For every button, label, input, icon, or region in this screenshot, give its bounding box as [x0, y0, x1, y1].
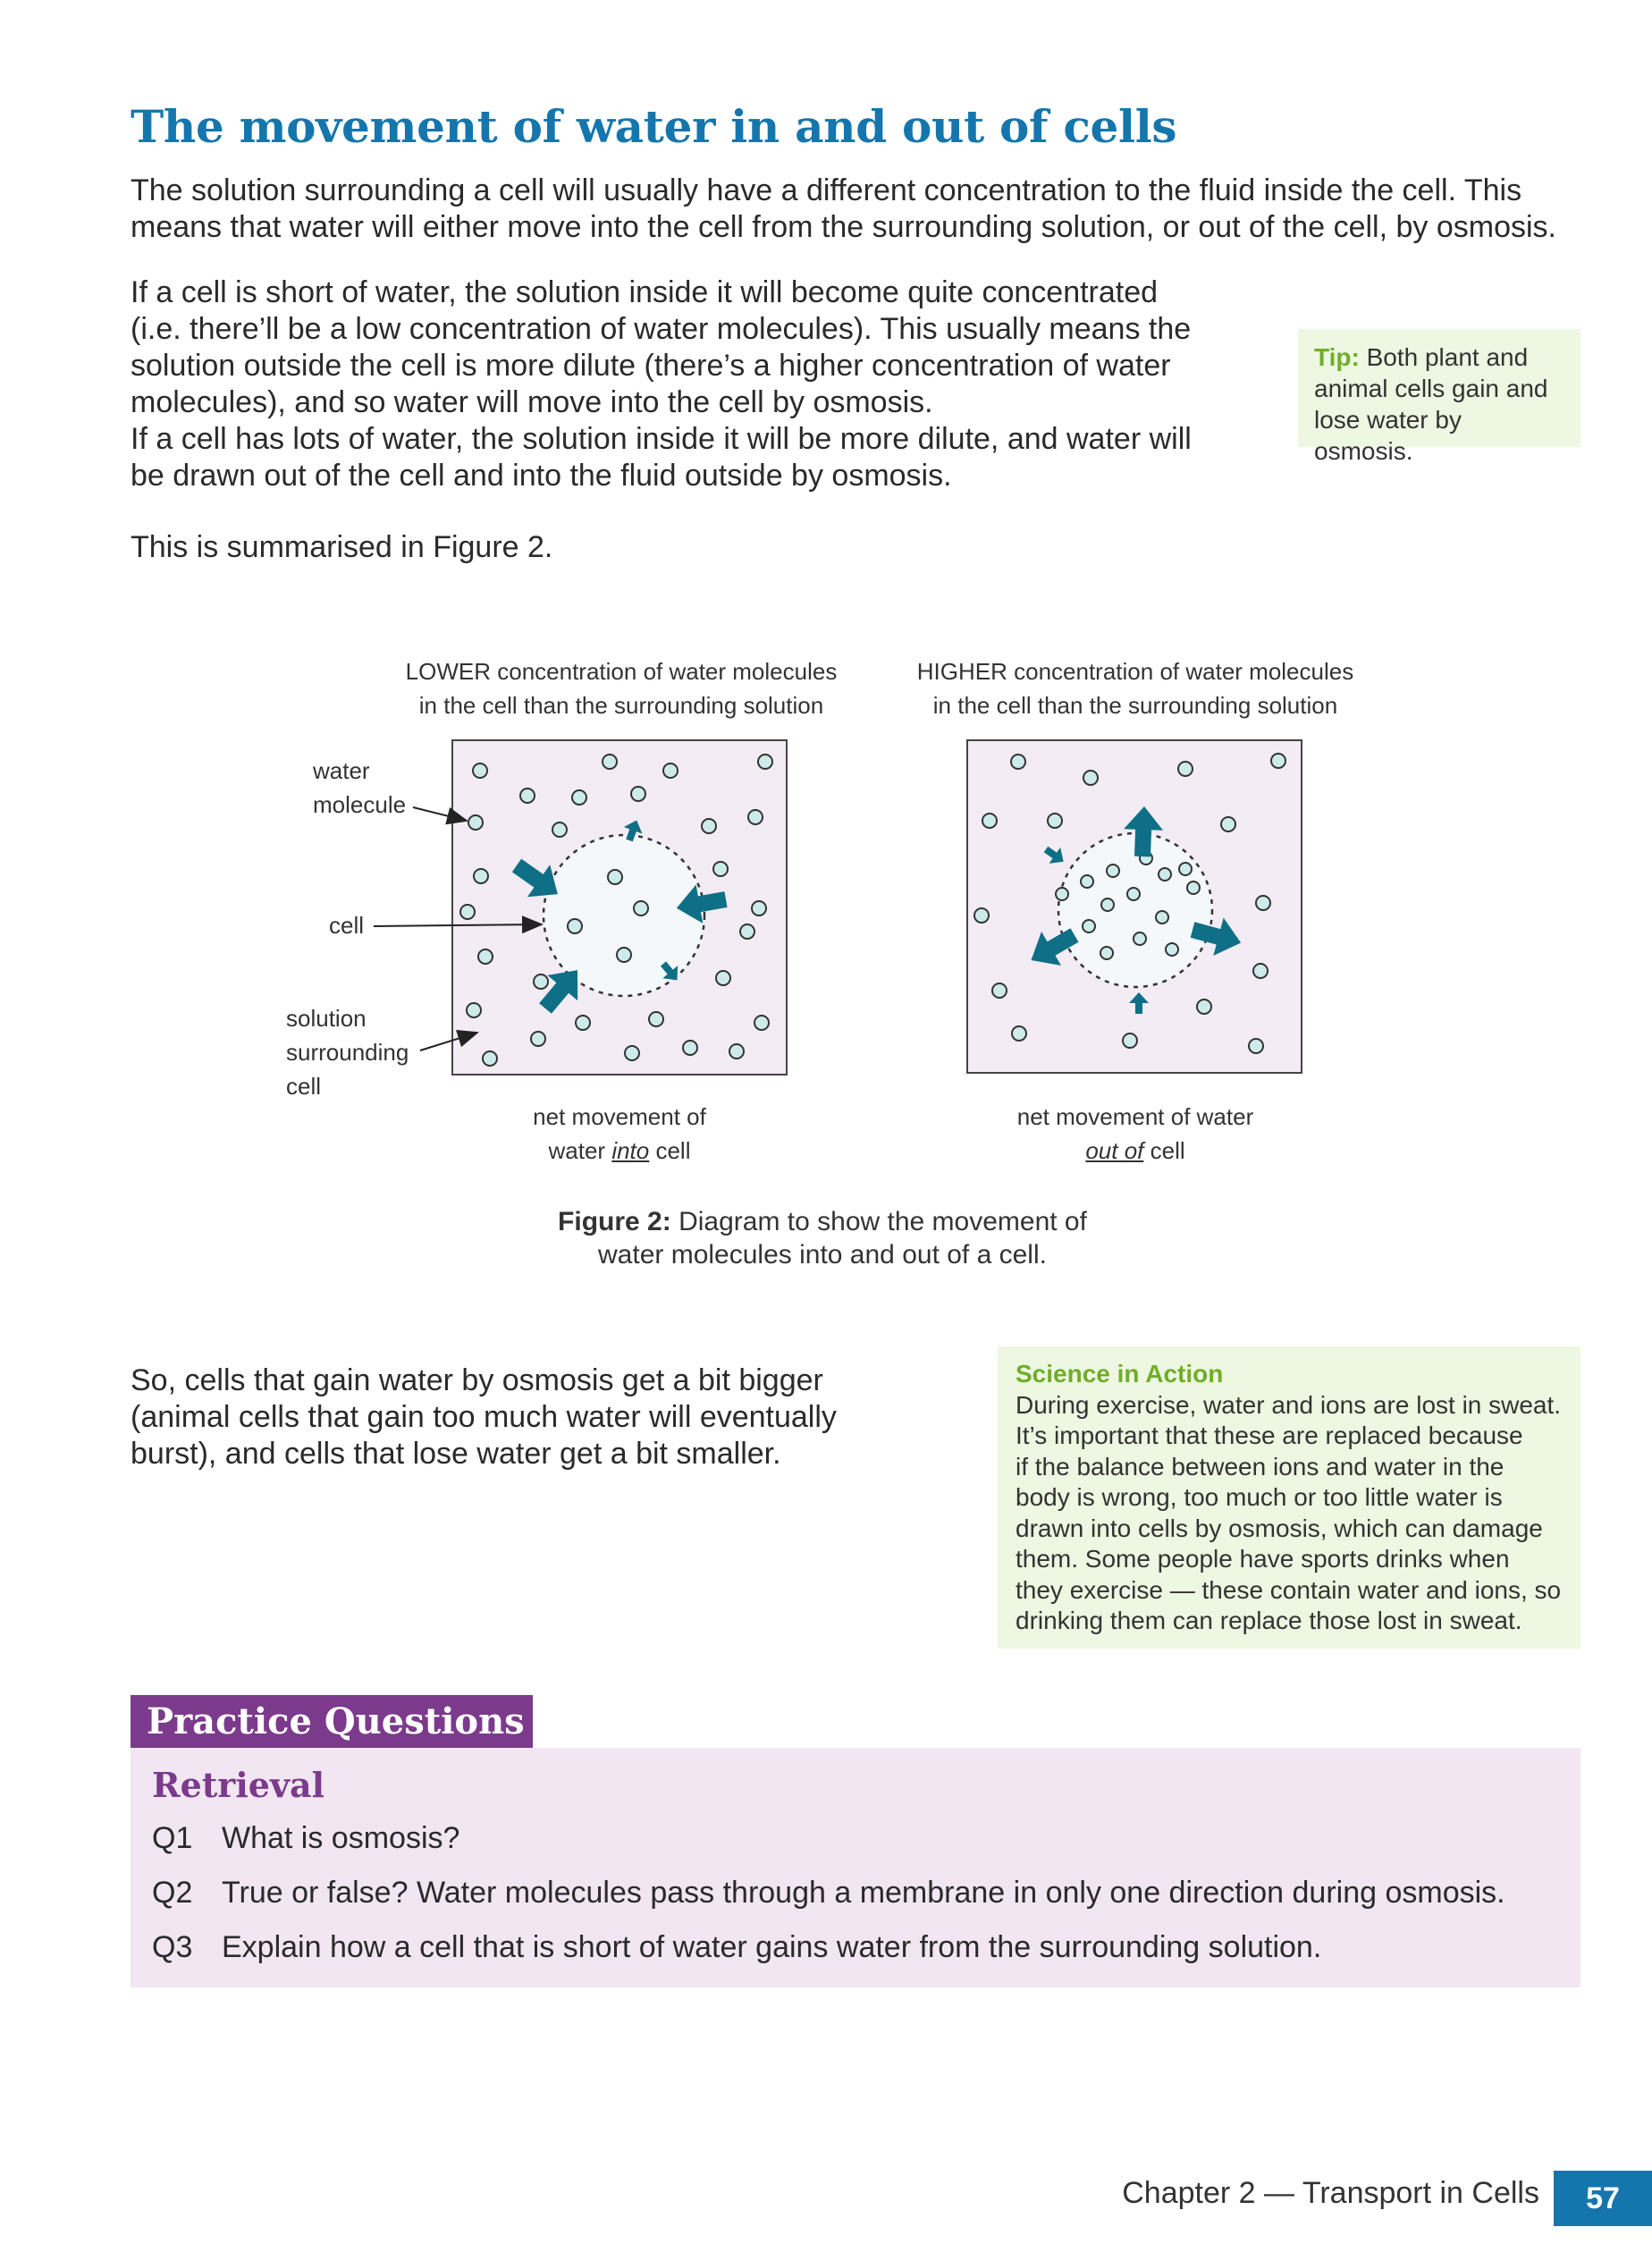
left-caption-pre: water	[548, 1137, 612, 1164]
label-molecule: molecule	[313, 791, 407, 818]
left-caption-line-1: net movement of	[533, 1103, 706, 1130]
left-heading-line-2: in the cell than the surrounding solution	[418, 692, 824, 719]
figure-caption	[501, 1205, 1144, 1271]
question-3	[152, 1930, 1321, 1965]
sia-line-5: drawn into cells by osmosis, which can damage	[1016, 1514, 1543, 1542]
question-2-number: Q2	[152, 1876, 193, 1910]
sia-line-3: if the balance between ions and water in the	[1016, 1452, 1504, 1481]
tip-line-2: animal cells gain and	[1314, 375, 1548, 402]
label-solution-2: surrounding	[286, 1039, 409, 1066]
figure-caption-label: Figure 2:	[558, 1207, 671, 1236]
retrieval-heading: Retrieval	[152, 1765, 325, 1805]
question-1-number: Q1	[152, 1821, 193, 1855]
question-2	[152, 1876, 1505, 1911]
right-caption-post: cell	[1143, 1137, 1185, 1164]
para2-line-1: If a cell is short of water, the solution inside it will become quite concentrated	[131, 275, 1159, 309]
right-caption-line-1: net movement of water	[1016, 1103, 1254, 1130]
tip-line-1: Both plant and	[1366, 343, 1529, 371]
intro-line-1: The solution surrounding a cell will usually have a different concentration to the fluid inside the cell. This	[131, 173, 1522, 207]
question-1-text: What is osmosis?	[222, 1821, 460, 1855]
para2-line-2: (i.e. there’ll be a low concentration of water molecules). This usually means the	[131, 312, 1192, 346]
para2-line-5: If a cell has lots of water, the solution inside it will be more dilute, and water will	[131, 422, 1192, 456]
footer-chapter: Chapter 2 — Transport in Cells	[1122, 2176, 1539, 2210]
right-caption-em: out of	[1085, 1137, 1144, 1164]
sia-line-2: It’s important that these are replaced because	[1016, 1421, 1523, 1449]
question-3-text: Explain how a cell that is short of water gains water from the surrounding solution.	[222, 1930, 1322, 1964]
label-solution-3: cell	[286, 1073, 322, 1100]
label-cell: cell	[329, 912, 365, 939]
left-caption-em: into	[611, 1137, 650, 1164]
tip-line-3: lose water by osmosis.	[1314, 406, 1462, 465]
intro-line-2: means that water will either move into the cell from the surrounding solution, or out of the cell, by osmosis.	[131, 210, 1556, 244]
para4-line-2: (animal cells that gain too much water will eventually	[131, 1400, 837, 1434]
para2-line-4: molecules), and so water will move into the cell by osmosis.	[131, 385, 933, 419]
sia-line-1: During exercise, water and ions are lost in sweat.	[1016, 1390, 1562, 1419]
figure-caption-line-2: water molecules into and out of a cell.	[598, 1240, 1047, 1270]
para2-line-3: solution outside the cell is more dilute (there’s a higher concentration of water	[131, 349, 1171, 383]
page-number: 57	[1554, 2171, 1652, 2226]
left-caption-post: cell	[649, 1137, 691, 1164]
sia-line-6: them. Some people have sports drinks when	[1016, 1545, 1510, 1573]
left-caption	[494, 1100, 745, 1168]
question-3-number: Q3	[152, 1930, 193, 1964]
right-heading-line-2: in the cell than the surrounding solution	[932, 692, 1338, 719]
sia-line-4: body is wrong, too much or too little water is	[1016, 1483, 1503, 1511]
figure-caption-line-1: Diagram to show the movement of	[678, 1207, 1087, 1236]
science-in-action-box	[998, 1346, 1580, 1649]
para4-line-3: burst), and cells that lose water get a bit smaller.	[131, 1437, 781, 1471]
science-in-action-heading: Science in Action	[1016, 1360, 1224, 1388]
para4-line-1: So, cells that gain water by osmosis get a bit bigger	[131, 1363, 823, 1397]
page-title: The movement of water in and out of cells	[131, 100, 1177, 153]
question-1	[152, 1821, 459, 1856]
right-heading-line-1: HIGHER concentration of water molecules	[916, 658, 1354, 685]
para3: This is summarised in Figure 2.	[131, 530, 553, 564]
tip-label: Tip:	[1314, 343, 1360, 371]
practice-questions-tab: Practice Questions	[131, 1695, 533, 1748]
label-solution-1: solution	[286, 1005, 367, 1032]
left-heading-line-1: LOWER concentration of water molecules	[405, 658, 838, 685]
right-cell	[1058, 833, 1212, 987]
sia-line-8: drinking them can replace those lost in sweat.	[1016, 1607, 1522, 1634]
right-caption	[992, 1100, 1278, 1168]
question-2-text: True or false? Water molecules pass through a membrane in only one direction during osmosis.	[222, 1876, 1505, 1910]
label-water: water	[313, 757, 370, 784]
sia-line-7: they exercise — these contain water and ions, so	[1016, 1575, 1562, 1604]
para2-line-6: be drawn out of the cell and into the fluid outside by osmosis.	[131, 459, 952, 493]
